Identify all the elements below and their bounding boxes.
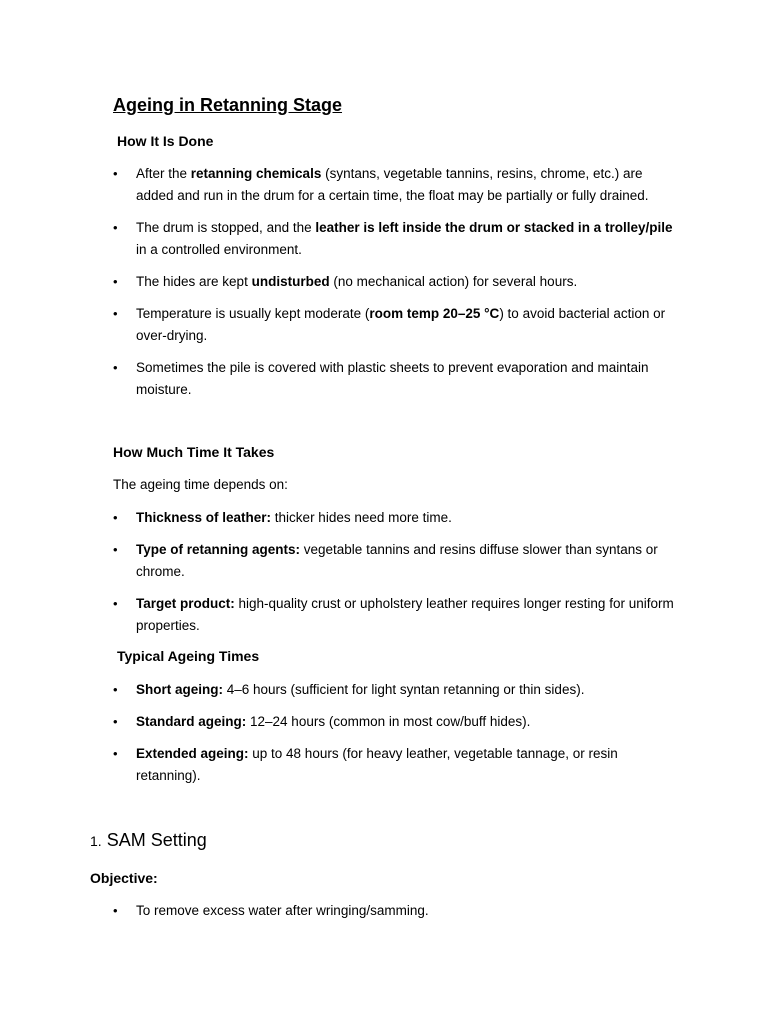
list-item-text: in a controlled environment. — [136, 242, 302, 257]
bullet-icon: • — [113, 510, 118, 525]
bullet-icon: • — [113, 746, 118, 761]
bullet-icon: • — [113, 274, 118, 289]
how-much-list — [113, 507, 683, 647]
section-heading-how-much: How Much Time It Takes — [113, 444, 275, 460]
objective-label: Objective: — [90, 870, 158, 886]
list-item-text: To remove excess water after wringing/samming. — [136, 903, 429, 918]
list-item — [113, 593, 683, 637]
list-item — [113, 743, 683, 787]
list-item — [113, 303, 683, 347]
page-title: Ageing in Retanning Stage — [113, 95, 343, 115]
bullet-icon: • — [113, 220, 118, 235]
list-item-emphasis: leather is left inside the drum or stacked in a trolley/pile — [315, 220, 673, 235]
list-item-emphasis: undisturbed — [251, 274, 330, 289]
list-item-text: up to 48 hours (for heavy leather, vegetable tannage, or resin retanning). — [136, 746, 618, 783]
list-item-emphasis: Standard ageing: — [136, 714, 247, 729]
list-item-emphasis: room temp 20–25 °C — [369, 306, 500, 321]
bullet-icon: • — [113, 903, 118, 918]
list-item-text: Temperature is usually kept moderate ( — [136, 306, 370, 321]
how-much-intro: The ageing time depends on: — [113, 477, 288, 492]
list-item — [113, 539, 683, 583]
bullet-icon: • — [113, 714, 118, 729]
section-heading-how-done: How It Is Done — [117, 133, 214, 149]
bullet-icon: • — [113, 596, 118, 611]
list-item-text: After the — [136, 166, 191, 181]
list-item-text: 4–6 hours (sufficient for light syntan retanning or thin sides). — [223, 682, 585, 697]
list-item-text: 12–24 hours (common in most cow/buff hides). — [246, 714, 531, 729]
section-heading-typical: Typical Ageing Times — [117, 648, 260, 664]
list-item-text: The drum is stopped, and the — [136, 220, 316, 235]
sam-list — [113, 900, 683, 932]
sam-heading — [90, 830, 207, 851]
list-item-emphasis: Type of retanning agents: — [136, 542, 301, 557]
list-item — [113, 679, 683, 701]
list-item-text: (no mechanical action) for several hours. — [329, 274, 578, 289]
bullet-icon: • — [113, 360, 118, 375]
bullet-icon: • — [113, 306, 118, 321]
list-item — [113, 711, 683, 733]
list-item-text: The hides are kept — [136, 274, 252, 289]
list-item-emphasis: Thickness of leather: — [136, 510, 272, 525]
list-item — [113, 163, 683, 207]
list-item-emphasis: retanning chemicals — [190, 166, 322, 181]
list-item-emphasis: Extended ageing: — [136, 746, 249, 761]
bullet-icon: • — [113, 682, 118, 697]
list-item-text: high-quality crust or upholstery leather requires longer resting for uniform properties. — [136, 596, 674, 633]
list-item-text: Sometimes the pile is covered with plastic sheets to prevent evaporation and maintain moisture. — [136, 360, 649, 397]
bullet-icon: • — [113, 166, 118, 181]
list-item — [113, 900, 683, 922]
list-item — [113, 357, 683, 401]
list-item — [113, 507, 683, 529]
list-item-emphasis: Target product: — [136, 596, 235, 611]
list-item-text: ) to avoid bacterial action or over-drying. — [136, 306, 666, 343]
list-item-text: (syntans, vegetable tannins, resins, chrome, etc.) are added and run in the drum for a certain time, the float may be partially or fully drained. — [136, 166, 649, 203]
list-item-text: vegetable tannins and resins diffuse slower than syntans or chrome. — [136, 542, 658, 579]
typical-list — [113, 679, 683, 797]
sam-number: 1. — [90, 833, 102, 849]
bullet-icon: • — [113, 542, 118, 557]
list-item-text: thicker hides need more time. — [271, 510, 452, 525]
list-item — [113, 217, 683, 261]
how-done-list — [113, 163, 683, 411]
sam-title: SAM Setting — [106, 830, 207, 850]
list-item — [113, 271, 683, 293]
list-item-emphasis: Short ageing: — [136, 682, 223, 697]
